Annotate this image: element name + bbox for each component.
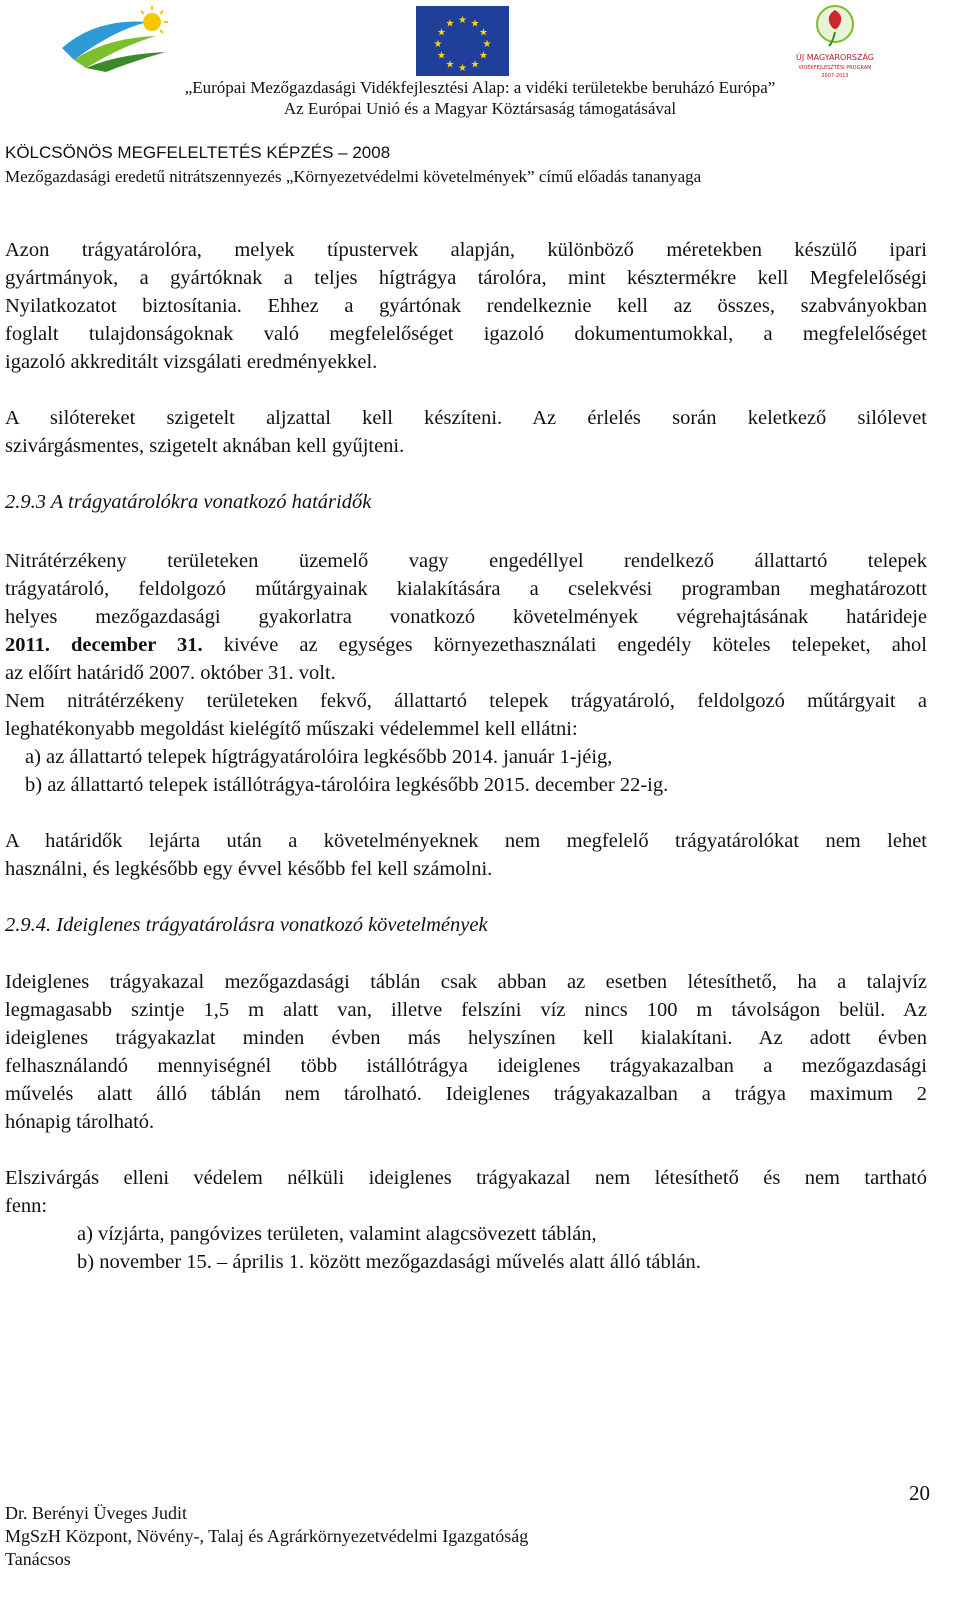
text-line: használni, és legkésőbb egy évvel később fel kell számolni. xyxy=(5,858,493,880)
text-line: felhasználandó mennyiségnél több istállótrágya ideiglenes trágyakazalban a mezőgazdasági xyxy=(5,1055,927,1077)
text-line: helyes mezőgazdasági gyakorlatra vonatkozó követelmények végrehajtásának határideje xyxy=(5,606,927,628)
svg-text:★: ★ xyxy=(445,59,455,71)
paragraph-deadlines xyxy=(5,547,927,799)
svg-text:★: ★ xyxy=(458,15,467,26)
text-line xyxy=(5,631,927,659)
svg-text:★: ★ xyxy=(482,39,492,50)
sun-landscape-logo xyxy=(56,4,178,74)
text-line: művelés alatt álló táblán nem tárolható. Ideiglenes trágyakazalban a trágya maximum 2 xyxy=(5,1083,927,1105)
text-line: A silótereket szigetelt aljzattal kell készíteni. Az érlelés során keletkező silólevet xyxy=(5,407,927,429)
text-line: Nyilatkozatot biztosítania. Ehhez a gyártónak rendelkeznie kell az összes, szabványokban xyxy=(5,295,927,317)
text-line: trágyatároló, feldolgozó műtárgyainak kialakítására a cselekvési programban meghatározott xyxy=(5,578,927,600)
list-item: a) vízjárta, pangóvizes területen, valamint alagcsövezett táblán, xyxy=(77,1223,597,1245)
svg-text:★: ★ xyxy=(437,27,446,39)
footer-organization: MgSzH Központ, Növény-, Talaj és Agrárkörnyezetvédelmi Igazgatóság xyxy=(5,1526,529,1546)
course-subtitle: Mezőgazdasági eredetű nitrátszennyezés „Környezetvédelmi követelmények” című előadás tananyaga xyxy=(5,167,702,186)
text-line: hónapig tárolható. xyxy=(5,1111,155,1133)
footer-author: Dr. Berényi Üveges Judit xyxy=(5,1503,187,1523)
svg-text:★: ★ xyxy=(470,18,480,30)
svg-text:2007-2013: 2007-2013 xyxy=(821,73,849,79)
text-line: ideiglenes trágyakazlat minden évben más helyszínen kell kialakítani. Az adott évben xyxy=(5,1027,927,1049)
text-line: Nitrátérzékeny területeken üzemelő vagy engedéllyel rendelkező állattartó telepek xyxy=(5,550,927,572)
text-line: fenn: xyxy=(5,1195,48,1217)
funder-line-1: „Európai Mezőgazdasági Vidékfejlesztési Alap: a vidéki területekbe beruházó Európa” xyxy=(184,78,776,97)
svg-text:★: ★ xyxy=(433,39,443,50)
list-item: b) november 15. – április 1. között mezőgazdasági művelés alatt álló táblán. xyxy=(77,1251,701,1273)
text-fragment: kivéve az egységes környezethasználati engedély köteles telepeket, ahol xyxy=(202,634,927,656)
text-line: Nem nitrátérzékeny területeken fekvő, állattartó telepek trágyatároló, feldolgozó műtárgyait a xyxy=(5,690,927,712)
text-line: A határidők lejárta után a követelményeknek nem megfelelő trágyatárolókat nem lehet xyxy=(5,830,927,852)
svg-text:★: ★ xyxy=(479,50,488,62)
text-line: gyártmányok, a gyártóknak a teljes hígtrágya tárolóra, mint késztermékre kell Megfelelőségi xyxy=(5,267,927,289)
uj-magyarorszag-logo xyxy=(795,2,875,80)
paragraph-no-protection xyxy=(5,1164,927,1276)
text-line: Ideiglenes trágyakazal mezőgazdasági táblán csak abban az esetben létesíthető, ha a talajvíz xyxy=(5,971,927,993)
paragraph-after-deadline xyxy=(5,827,927,883)
text-line: Elszivárgás elleni védelem nélküli ideiglenes trágyakazal nem létesíthető és nem tartható xyxy=(5,1167,927,1189)
svg-text:★: ★ xyxy=(445,18,455,30)
svg-text:ÚJ MAGYARORSZÁG: ÚJ MAGYARORSZÁG xyxy=(795,53,875,62)
eu-flag-icon xyxy=(416,6,509,76)
paragraph-temporary-storage xyxy=(5,968,927,1136)
paragraph-silo xyxy=(5,404,927,460)
funder-line-2: Az Európai Unió és a Magyar Köztársaság támogatásával xyxy=(283,99,677,118)
page-number: 20 xyxy=(909,1481,930,1505)
list-item: b) az állattartó telepek istállótrágya-tárolóira legkésőbb 2015. december 22-ig. xyxy=(25,774,669,796)
text-line: szivárgásmentes, szigetelt aknában kell gyűjteni. xyxy=(5,435,405,457)
svg-text:★: ★ xyxy=(479,27,488,39)
course-title: KÖLCSÖNÖS MEGFELELTETÉS KÉPZÉS – 2008 xyxy=(5,143,391,162)
text-line: az előírt határidő 2007. október 31. volt. xyxy=(5,662,336,684)
list-item: a) az állattartó telepek hígtrágyatárolóira legkésőbb 2014. január 1-jéig, xyxy=(25,746,613,768)
deadline-date: 2011. december 31. xyxy=(5,634,203,656)
text-line: Azon trágyatárolóra, melyek típustervek alapján, különböző méretekben készülő ipari xyxy=(5,239,927,261)
svg-text:★: ★ xyxy=(437,50,446,62)
text-line: legmagasabb szintje 1,5 m alatt van, illetve felszíni víz nincs 100 m távolságon belül. Az xyxy=(5,999,927,1021)
paragraph-manufacturer-declaration xyxy=(5,236,927,376)
svg-text:★: ★ xyxy=(458,63,467,74)
text-line: igazoló akkreditált vizsgálati eredményekkel. xyxy=(5,351,378,373)
svg-text:★: ★ xyxy=(470,59,480,71)
text-line: foglalt tulajdonságoknak való megfelelőséget igazoló dokumentumokkal, a megfelelőséget xyxy=(5,323,927,345)
svg-text:VIDÉKFEJLESZTÉSI PROGRAM: VIDÉKFEJLESZTÉSI PROGRAM xyxy=(798,65,872,71)
text-line: leghatékonyabb megoldást kielégítő műszaki védelemmel kell ellátni: xyxy=(5,718,578,740)
section-heading-temporary-storage: 2.9.4. Ideiglenes trágyatárolásra vonatkozó követelmények xyxy=(5,914,488,936)
footer-role: Tanácsos xyxy=(5,1549,71,1569)
section-heading-deadlines: 2.9.3 A trágyatárolókra vonatkozó határidők xyxy=(5,491,372,513)
